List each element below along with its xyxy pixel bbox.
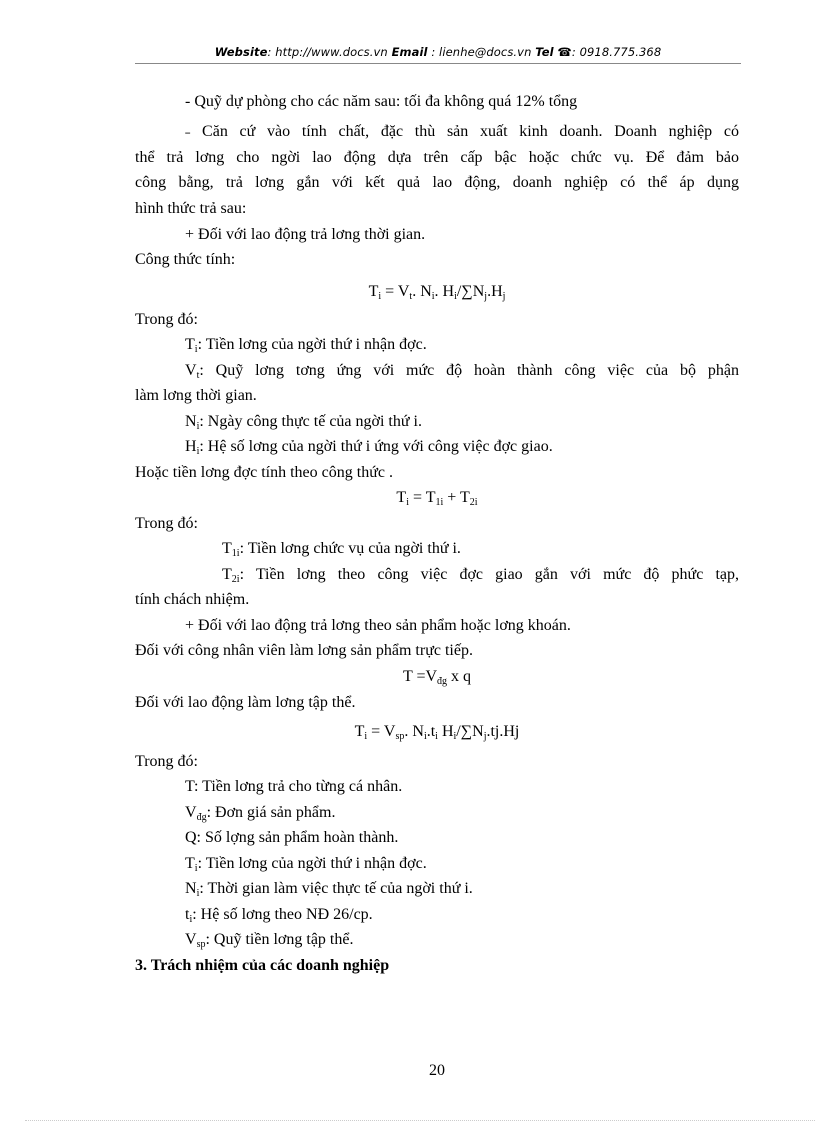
definition-line: $N_i$: Ngày công thực tế của ngời thứ i. — [185, 413, 422, 432]
definition-line: $t_i$: Hệ số lơng theo NĐ 26/cp. — [185, 906, 373, 925]
definition-line: $T_{1i}$: Tiền lơng chức vụ của ngời thứ i. — [222, 540, 461, 559]
paragraph-line: Trong đó: — [135, 753, 198, 770]
email-label: Email — [391, 45, 428, 59]
formula-1: $T_i = V_t$. $N_i$. $H_i/\sum N_j.H_j$ — [368, 283, 506, 302]
tel-label: Tel — [535, 45, 554, 59]
definition-line: $V_{đg}$: Đơn giá sản phẩm. — [185, 804, 336, 823]
paragraph-line: Đối với công nhân viên làm lơng sản phẩm trực tiếp. — [135, 642, 473, 659]
paragraph-line: ˗ Căn cứ vào tính chất, đặc thù sản xuất kinh doanh. Doanh nghiệp có — [185, 123, 739, 140]
definition-line: $N_i$: Thời gian làm việc thực tế của ngời thứ i. — [185, 880, 473, 899]
section-heading: 3. Trách nhiệm của các doanh nghiệp — [135, 957, 390, 974]
definition-line: $T_i$: Tiền lơng của ngời thứ i nhận đợc. — [185, 336, 427, 355]
definition-line: $T_{2i}$: Tiền lơng theo công việc đợc giao gắn với mức độ phức tạp, — [222, 566, 739, 585]
paragraph-line: Công thức tính: — [135, 251, 236, 268]
paragraph-line: - Quỹ dự phòng cho các năm sau: tối đa không quá 12% tổng — [185, 93, 578, 110]
definition-line: $T_i$: Tiền lơng của ngời thứ i nhận đợc. — [185, 855, 427, 874]
paragraph-line: hình thức trả sau: — [135, 200, 247, 217]
paragraph-line: thể trả lơng cho ngời lao động dựa trên cấp bậc hoặc chức vụ. Để đảm bảo — [135, 149, 739, 166]
paragraph-line: Hoặc tiền lơng đợc tính theo công thức . — [135, 464, 393, 481]
phone-icon: ☎ — [557, 45, 572, 59]
definition-line: $H_i$: Hệ số lơng của ngời thứ i ứng với công việc đợc giao. — [185, 438, 553, 457]
paragraph-line: Đối với lao động làm lơng tập thể. — [135, 694, 356, 711]
email-value[interactable]: : lienhe@docs.vn — [431, 45, 532, 59]
tel-value: : 0918.775.368 — [571, 45, 662, 59]
website-value[interactable]: : http://www.docs.vn — [267, 45, 388, 59]
paragraph-line: + Đối với lao động trả lơng theo sản phẩm hoặc lơng khoán. — [185, 617, 571, 634]
paragraph-line: Trong đó: — [135, 515, 198, 532]
formula-2: $T_i = T_{1i} + T_{2i}$ — [396, 489, 478, 508]
paragraph-line: + Đối với lao động trả lơng thời gian. — [185, 226, 426, 243]
definition-line: $V_{sp}$: Quỹ tiền lơng tập thể. — [185, 931, 354, 950]
paragraph-line: tính chách nhiệm. — [135, 591, 250, 608]
definition-line: Q: Số lợng sản phẩm hoàn thành. — [185, 829, 399, 846]
paragraph-line: Trong đó: — [135, 311, 198, 328]
paragraph-line: công bằng, trả lơng gắn với kết quả lao động, doanh nghiệp có thể áp dụng — [135, 174, 739, 191]
formula-3: $T =V_{đg}$ x q — [402, 668, 472, 687]
formula-4: $T_i = V_{sp}$. $N_i.t_i$ $H_i/\sum N_j.tj.Hj$ — [354, 723, 520, 742]
header-divider — [135, 63, 741, 64]
footer-divider — [25, 1120, 815, 1121]
definition-line: $V_t$: Quỹ lơng tơng ứng với mức độ hoàn thành công việc của bộ phận — [185, 362, 739, 381]
website-label: Website — [214, 45, 268, 59]
page-header — [135, 45, 741, 59]
definition-line: T: Tiền lơng trả cho từng cá nhân. — [185, 778, 403, 795]
paragraph-line: làm lơng thời gian. — [135, 387, 257, 404]
page-number: 20 — [429, 1062, 445, 1079]
